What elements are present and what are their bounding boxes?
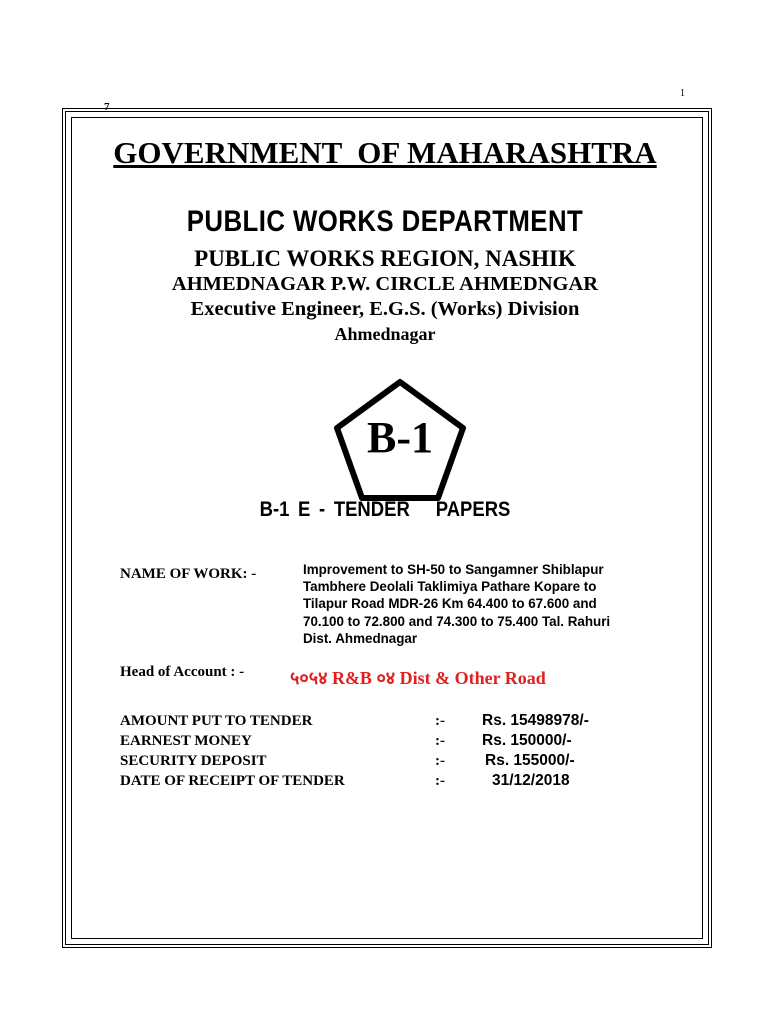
circle-line: AHMEDNAGAR P.W. CIRCLE AHMEDNGAR (171, 273, 599, 295)
department-title: PUBLIC WORKS DEPARTMENT (186, 205, 584, 238)
amount-value: Rs. 15498978/- (482, 712, 589, 729)
work-line: 70.100 to 72.800 and 74.300 to 75.400 Tal. Rahuri (303, 613, 611, 629)
work-description (303, 561, 673, 647)
tender-subtitle: B-1 E - TENDER PAPERS (259, 498, 511, 521)
work-line: Tilapur Road MDR-26 Km 64.400 to 67.600 and (303, 596, 597, 612)
division-line: Executive Engineer, E.G.S. (Works) Division (190, 298, 580, 320)
date-value: 31/12/2018 (492, 772, 570, 789)
badge-label: B-1 (367, 413, 433, 462)
security-label: SECURITY DEPOSIT (120, 753, 267, 769)
date-label: DATE OF RECEIPT OF TENDER (120, 773, 345, 789)
work-line: Tambhere Deolali Taklimiya Pathare Kopare to (303, 579, 597, 595)
location-line: Ahmednagar (334, 324, 436, 344)
work-line: Dist. Ahmednagar (303, 630, 418, 646)
earnest-separator: :- (435, 733, 445, 749)
date-separator: :- (435, 773, 445, 789)
page-frame-inner (71, 117, 703, 939)
security-value: Rs. 155000/- (485, 752, 575, 769)
account-label: Head of Account : - (120, 664, 245, 680)
amount-label: AMOUNT PUT TO TENDER (120, 713, 313, 729)
corner-mark: 7 (104, 101, 110, 113)
work-label: NAME OF WORK: - (120, 566, 257, 582)
page-number: 1 (680, 88, 685, 99)
earnest-value: Rs. 150000/- (482, 732, 572, 749)
earnest-label: EARNEST MONEY (120, 733, 252, 749)
amount-separator: :- (435, 713, 445, 729)
region-line: PUBLIC WORKS REGION, NASHIK (194, 246, 576, 271)
work-line: Improvement to SH-50 to Sangamner Shiblapur (303, 562, 604, 577)
security-separator: :- (435, 753, 445, 769)
account-value: ५०५४ R&B ०४ Dist & Other Road (290, 668, 546, 688)
government-title: GOVERNMENT OF MAHARASHTRA (113, 135, 657, 170)
